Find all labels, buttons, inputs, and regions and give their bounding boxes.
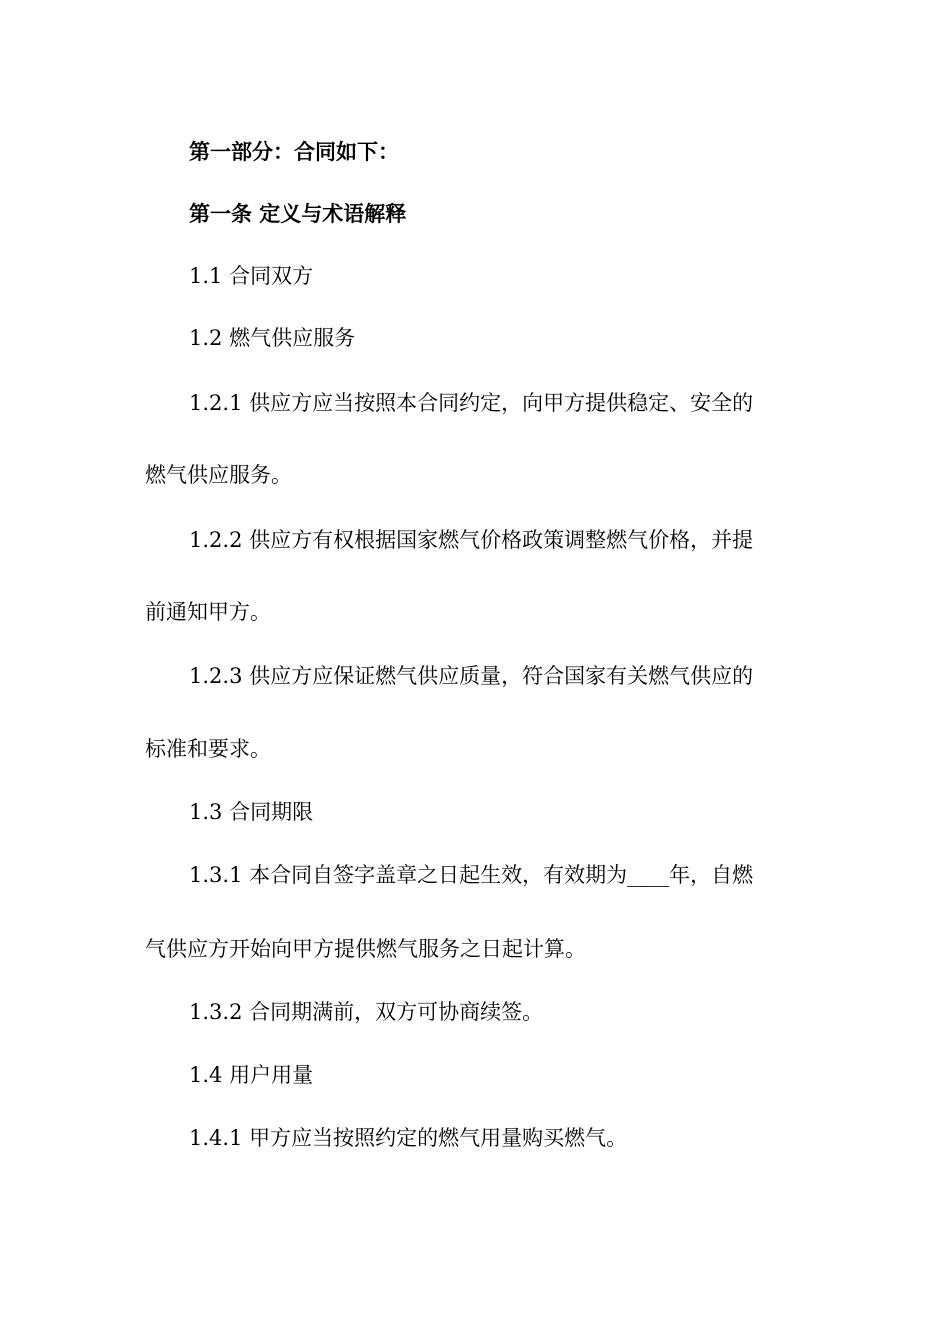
clause-1-2-2-line1: 1.2.2 供应方有权根据国家燃气价格政策调整燃气价格，并提 — [189, 528, 754, 552]
clause-1-3-1-line2: 气供应方开始向甲方提供燃气服务之日起计算。 — [145, 937, 586, 961]
article-heading: 第一条 定义与术语解释 — [189, 202, 407, 226]
clause-1-2-3-line2: 标准和要求。 — [145, 737, 271, 761]
clause-1-3: 1.3 合同期限 — [189, 800, 314, 824]
clause-1-4-1: 1.4.1 甲方应当按照约定的燃气用量购买燃气。 — [189, 1126, 628, 1150]
clause-1-3-2: 1.3.2 合同期满前，双方可协商续签。 — [189, 1000, 544, 1024]
clause-1-2-2-line2: 前通知甲方。 — [145, 600, 271, 624]
clause-1-2-1-line1: 1.2.1 供应方应当按照本合同约定，向甲方提供稳定、安全的 — [189, 391, 754, 415]
clause-1-4: 1.4 用户用量 — [189, 1063, 314, 1087]
clause-1-2-1-line2: 燃气供应服务。 — [145, 463, 292, 487]
clause-1-3-1-line1: 1.3.1 本合同自签字盖章之日起生效，有效期为____年，自燃 — [189, 863, 754, 887]
part-heading: 第一部分：合同如下： — [189, 140, 399, 164]
clause-1-2-3-line1: 1.2.3 供应方应保证燃气供应质量，符合国家有关燃气供应的 — [189, 664, 754, 688]
clause-1-2: 1.2 燃气供应服务 — [189, 326, 356, 350]
clause-1-1: 1.1 合同双方 — [189, 264, 314, 288]
